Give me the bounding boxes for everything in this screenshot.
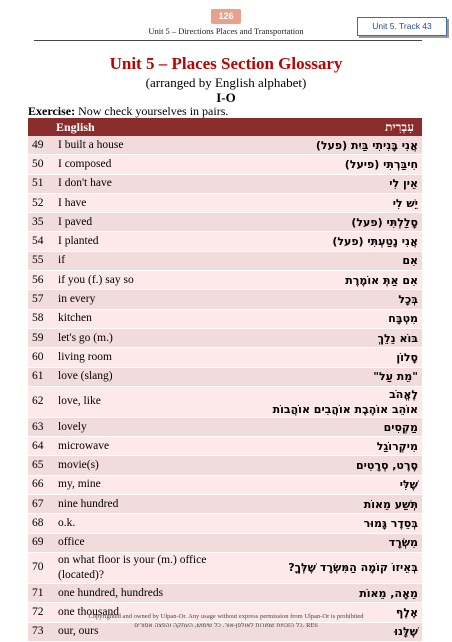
table-row — [28, 155, 422, 174]
hebrew-term — [232, 251, 422, 270]
row-number: 67 — [28, 495, 54, 514]
english-term — [54, 174, 232, 193]
hebrew-term-text: מֵאָה, מֵאוֹת — [359, 586, 418, 600]
hebrew-term — [232, 514, 422, 533]
english-term-text: one hundred, hundreds — [58, 586, 164, 599]
english-term — [54, 495, 232, 514]
table-row — [28, 514, 422, 533]
english-term-text: microwave — [58, 439, 110, 452]
english-term-text: if — [58, 254, 66, 267]
english-term-text: movie(s) — [58, 459, 99, 472]
hebrew-term-text: סָלַלְתִּי (פעל) — [351, 215, 418, 229]
table-header-row — [28, 118, 422, 136]
english-term-text: o.k. — [58, 516, 76, 529]
english-term-text: I composed — [58, 157, 112, 170]
row-number: 61 — [28, 367, 54, 386]
row-number: 72 — [28, 603, 54, 622]
hebrew-term-text: מִשְׂרָד — [388, 536, 418, 550]
hebrew-term — [232, 348, 422, 367]
hebrew-term-text: יֵשׁ לִי — [392, 196, 418, 210]
footer-hebrew-line — [0, 621, 452, 630]
table-row — [28, 475, 422, 494]
english-term-text: I paved — [58, 215, 93, 228]
english-term-text: let's go (m.) — [58, 331, 113, 344]
english-term — [54, 136, 232, 155]
hebrew-term — [232, 495, 422, 514]
hebrew-conjugation: אוֹהֵב אוֹהֶבֶת אוֹהֲבִים אוֹהֲבוֹת — [272, 402, 418, 416]
hebrew-term-text: תְּשַׁע מֵאוֹת — [363, 497, 418, 511]
hebrew-term-text: סָלוֹן — [396, 350, 418, 364]
table-row — [28, 251, 422, 270]
row-number: 54 — [28, 232, 54, 251]
hebrew-term — [232, 136, 422, 155]
english-term — [54, 456, 232, 475]
row-number: 49 — [28, 136, 54, 155]
hebrew-term — [232, 367, 422, 386]
row-number: 71 — [28, 583, 54, 602]
english-term-text: I don't have — [58, 177, 112, 190]
english-term — [54, 475, 232, 494]
table-row — [28, 495, 422, 514]
hebrew-term — [232, 271, 422, 290]
row-number: 35 — [28, 213, 54, 232]
english-term-text: my, mine — [58, 478, 101, 491]
row-number: 66 — [28, 475, 54, 494]
hebrew-term-text: שֶׁלָּנוּ — [394, 625, 418, 639]
hebrew-term — [232, 583, 422, 602]
english-term-text: nine hundred — [58, 497, 119, 510]
glossary-body — [28, 136, 422, 641]
english-term — [54, 155, 232, 174]
english-term — [54, 309, 232, 328]
row-number: 62 — [28, 386, 54, 417]
table-row — [28, 213, 422, 232]
running-head: Unit 5 – Directions Places and Transportation — [148, 26, 304, 36]
hebrew-term — [232, 193, 422, 212]
table-row — [28, 437, 422, 456]
header-rule — [34, 40, 422, 41]
hebrew-term-text: לֶאֱהֹב — [389, 387, 418, 401]
hebrew-term-text: אִם — [402, 254, 418, 268]
english-term — [54, 386, 232, 417]
english-term — [54, 417, 232, 436]
row-number: 51 — [28, 174, 54, 193]
footer — [0, 612, 452, 630]
hebrew-term — [232, 155, 422, 174]
row-number: 65 — [28, 456, 54, 475]
row-number: 70 — [28, 552, 54, 583]
hebrew-term — [232, 533, 422, 552]
english-term — [54, 533, 232, 552]
hebrew-term-text: אֶלֶף — [395, 605, 418, 619]
hebrew-term — [232, 417, 422, 436]
table-row — [28, 174, 422, 193]
english-term — [54, 290, 232, 309]
row-number: 69 — [28, 533, 54, 552]
hebrew-term — [232, 174, 422, 193]
english-term — [54, 213, 232, 232]
english-term-text: lovely — [58, 420, 87, 433]
row-number: 63 — [28, 417, 54, 436]
english-term — [54, 328, 232, 347]
row-number: 55 — [28, 251, 54, 270]
table-row — [28, 456, 422, 475]
hebrew-term-text: אִם אַתְּ אוֹמֶרֶת — [345, 273, 418, 287]
footer-hebrew: כל הזכויות שמורות לאולפן-אור. כל שימוש, העתקה והפצה אסורים. — [134, 622, 305, 629]
table-row — [28, 193, 422, 212]
english-term-text: living room — [58, 350, 112, 363]
english-term — [54, 437, 232, 456]
hebrew-term-text: אֵין לִי — [389, 177, 418, 191]
hebrew-term-text: בְּכָל — [398, 293, 418, 307]
english-term — [54, 271, 232, 290]
hebrew-term — [232, 456, 422, 475]
hebrew-term-text: בּוֹא נֵלֵךְ — [377, 331, 418, 345]
hebrew-term-text: בְּאֵיזוֹ קוֹמָה הַמִּשְׂרָד שֶׁלְּךָ? — [288, 561, 418, 575]
table-row — [28, 309, 422, 328]
table-row — [28, 367, 422, 386]
glossary-table — [28, 118, 422, 642]
english-term-text: I planted — [58, 235, 99, 248]
hebrew-term — [232, 309, 422, 328]
hebrew-term — [232, 437, 422, 456]
row-number: 58 — [28, 309, 54, 328]
hebrew-term-text: אֲנִי נָטַעְתִּי (פעל) — [332, 235, 418, 249]
exercise-text: Now check yourselves in pairs. — [78, 104, 229, 118]
audio-track-label[interactable]: Unit 5. Track 43 — [357, 17, 447, 36]
page-subtitle: (arranged by English alphabet) — [145, 75, 307, 90]
hebrew-term — [232, 552, 422, 583]
english-term — [54, 348, 232, 367]
section-range: I-O — [216, 90, 236, 105]
footer-copyright: Copyrighted and owned by Ulpan-Or. Any usage without express permission from Ulpan-Or is prohibited — [88, 613, 364, 620]
footer-code: RE6 — [306, 622, 318, 629]
hebrew-term-text: "מֵת עַל" — [373, 370, 418, 384]
hebrew-term — [232, 328, 422, 347]
english-term-text: our, ours — [58, 625, 99, 638]
english-term-text: one thousand — [58, 605, 120, 618]
english-term — [54, 583, 232, 602]
english-term-text: kitchen — [58, 312, 92, 325]
row-number: 60 — [28, 348, 54, 367]
hebrew-term — [232, 290, 422, 309]
hebrew-term — [232, 386, 422, 417]
hebrew-term-text: מִטְבָּח — [388, 312, 418, 326]
hebrew-term-text: שֶׁלִּי — [399, 478, 418, 492]
hebrew-term — [232, 213, 422, 232]
table-row — [28, 348, 422, 367]
row-number: 59 — [28, 328, 54, 347]
table-row — [28, 271, 422, 290]
english-term — [54, 251, 232, 270]
row-number: 64 — [28, 437, 54, 456]
hebrew-term — [232, 232, 422, 251]
english-term-text: I have — [58, 196, 87, 209]
row-number: 57 — [28, 290, 54, 309]
table-row — [28, 417, 422, 436]
hebrew-term-text: מַקְסִים — [383, 420, 418, 434]
hebrew-term-text: חִיבַּרְתִּי (פיעל) — [344, 157, 418, 171]
english-term-text: I built a house — [58, 138, 124, 151]
row-number: 56 — [28, 271, 54, 290]
english-term-text: if you (f.) say so — [58, 273, 134, 286]
english-term-text: love (slang) — [58, 370, 113, 383]
row-number: 68 — [28, 514, 54, 533]
table-row — [28, 232, 422, 251]
page-title: Unit 5 – Places Section Glossary — [109, 54, 343, 73]
row-number: 50 — [28, 155, 54, 174]
english-term — [54, 232, 232, 251]
row-number: 52 — [28, 193, 54, 212]
table-row — [28, 290, 422, 309]
hebrew-term-text: אֲנִי בָּנִיתִי בַּיִת (פעל) — [315, 138, 418, 152]
exercise-label: Exercise: — [28, 104, 76, 118]
exercise-instruction — [28, 104, 228, 119]
table-row — [28, 328, 422, 347]
table-row — [28, 583, 422, 602]
english-term — [54, 193, 232, 212]
table-row — [28, 386, 422, 417]
hebrew-term-text: סֶרֶט, סְרָטִים — [355, 459, 418, 473]
hebrew-term-text: מִיקְרוֹגַל — [376, 439, 418, 453]
table-row — [28, 136, 422, 155]
hebrew-term — [232, 475, 422, 494]
table-row — [28, 533, 422, 552]
english-term-continuation: (located)? — [58, 568, 104, 581]
row-number: 73 — [28, 622, 54, 641]
english-term — [54, 552, 232, 583]
header-english: English — [28, 118, 232, 136]
page-number-badge: 126 — [211, 9, 241, 24]
english-term-text: on what floor is your (m.) office — [58, 553, 207, 566]
english-term — [54, 514, 232, 533]
english-term — [54, 367, 232, 386]
hebrew-term-text: בְּסֵדֶר גָּמוּר — [363, 516, 418, 530]
table-row — [28, 552, 422, 583]
english-term-text: office — [58, 536, 85, 549]
header-hebrew: עִבְרִית — [232, 118, 422, 136]
english-term-text: love, like — [58, 395, 101, 408]
english-term-text: in every — [58, 293, 96, 306]
